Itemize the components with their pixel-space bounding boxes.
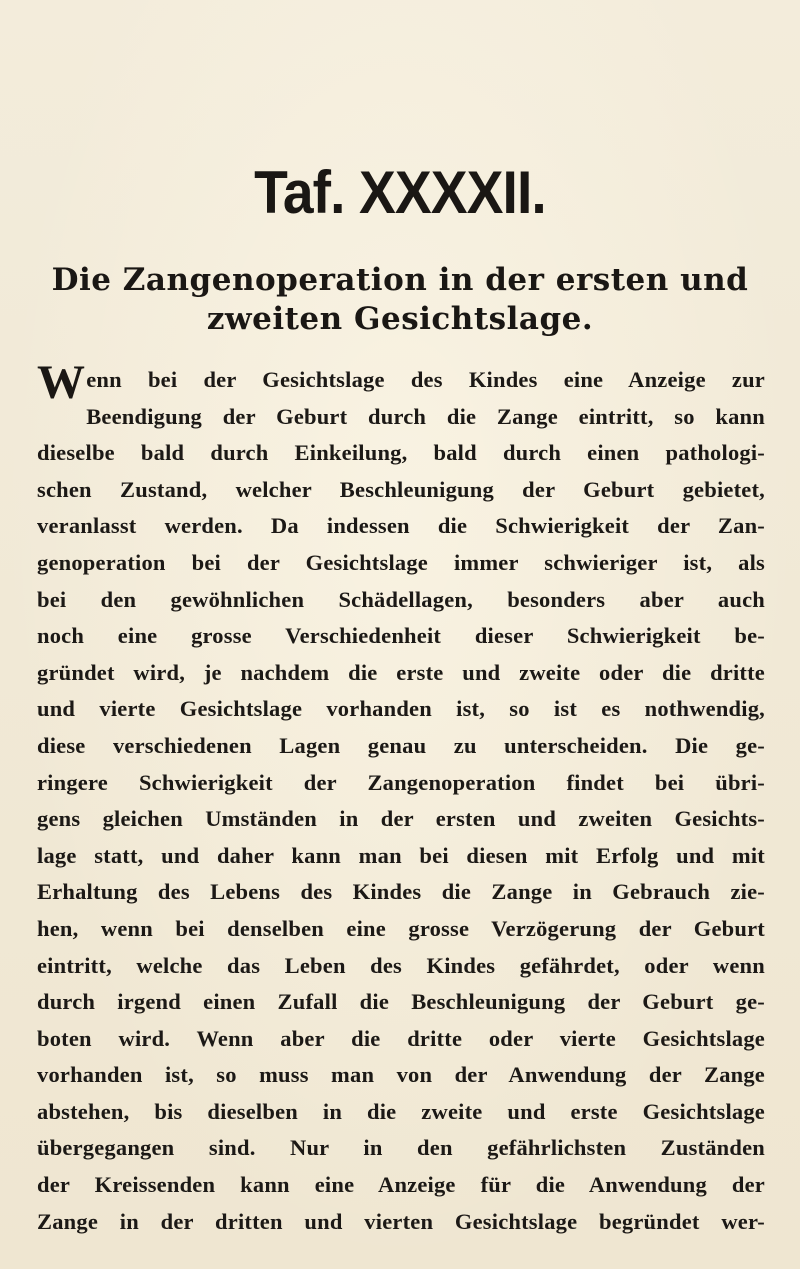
text-line: gens gleichen Umständen in der ersten und zweiten Gesichts- [37, 806, 765, 832]
text-line: und vierte Gesichtslage vorhanden ist, so ist es nothwendig, [37, 696, 765, 722]
text-line: durch irgend einen Zufall die Beschleunigung der Geburt ge- [37, 989, 765, 1015]
text-line: bei den gewöhnlichen Schädellagen, besonders aber auch [37, 586, 765, 612]
text-line: genoperation bei der Gesichtslage immer schwieriger ist, als [37, 549, 765, 575]
text-line-content: enn bei der Gesichtslage des Kindes eine Anzeige zur [86, 367, 765, 392]
text-line: noch eine grosse Verschiedenheit dieser Schwierigkeit be- [37, 623, 765, 649]
text-line: abstehen, bis dieselben in die zweite und erste Gesichtslage [37, 1098, 765, 1124]
text-line [37, 356, 765, 409]
text-line: gründet wird, je nachdem die erste und zweite oder die dritte [37, 659, 765, 685]
chapter-title-line-1: Die Zangenoperation in der ersten und [51, 262, 749, 298]
text-line: dieselbe bald durch Einkeilung, bald durch einen pathologi- [37, 440, 765, 466]
text-line: lage statt, und daher kann man bei diesen mit Erfolg und mit [37, 842, 765, 868]
text-line: der Kreissenden kann eine Anzeige für die Anwendung der [37, 1172, 765, 1198]
text-line: Zange in der dritten und vierten Gesichtslage begründet wer- [37, 1208, 765, 1234]
text-line: veranlasst werden. Da indessen die Schwierigkeit der Zan- [37, 513, 765, 539]
text-line: boten wird. Wenn aber die dritte oder vierte Gesichtslage [37, 1025, 765, 1051]
text-line: Erhaltung des Lebens des Kindes die Zange in Gebrauch zie- [37, 879, 765, 905]
plate-title: Taf. XXXXII. [254, 159, 546, 226]
body-paragraph [37, 356, 765, 1240]
text-line: Beendigung der Geburt durch die Zange eintritt, so kann [86, 403, 765, 429]
text-line: vorhanden ist, so muss man von der Anwendung der Zange [37, 1062, 765, 1088]
text-line: übergegangen sind. Nur in den gefährlichsten Zuständen [37, 1135, 765, 1161]
text-line: eintritt, welche das Leben des Kindes gefährdet, oder wenn [37, 952, 765, 978]
text-line: ringere Schwierigkeit der Zangenoperation findet bei übri- [37, 769, 765, 795]
text-line: schen Zustand, welcher Beschleunigung der Geburt gebietet, [37, 476, 765, 502]
drop-cap: W [37, 356, 86, 409]
text-line: diese verschiedenen Lagen genau zu unterscheiden. Die ge- [37, 732, 765, 758]
text-line: hen, wenn bei denselben eine grosse Verzögerung der Geburt [37, 915, 765, 941]
chapter-title-line-2: zweiten Gesichtslage. [206, 301, 594, 337]
